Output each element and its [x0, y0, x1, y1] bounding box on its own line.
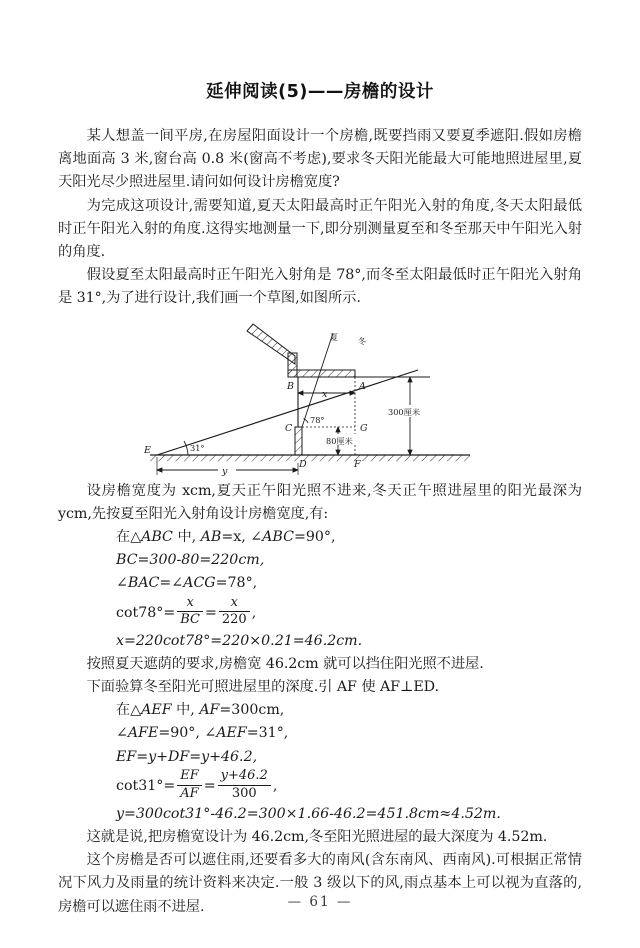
math-angle-value-78: =78°, — [215, 575, 258, 592]
label-point-c: C — [285, 422, 293, 434]
math-line-x-solution — [116, 630, 582, 653]
fraction-denominator: BC — [180, 612, 200, 628]
fraction-numerator: EF — [177, 769, 202, 786]
label-point-f: F — [354, 458, 361, 470]
math-bc-equation: BC=300-80=220cm, — [116, 552, 265, 569]
math-angle-bac: BAC — [127, 575, 160, 592]
math-cot31-lhs: cot31°= — [116, 777, 176, 794]
triangle-symbol-icon — [130, 529, 141, 545]
math-line-cot31: cot31°= $\frac{EF}{AF}$ = $\frac{y+46.2}{300}$ , — [116, 767, 278, 801]
paragraph-rain-discussion: 这个房檐是否可以遮住雨,还要看多大的南风(含东南风、西南风).可根据正常情况下风力及雨量的统计资料来决定.一般 3 级以下的风,雨点基本上可以视为直落的,房檐可以遮住雨不进屋. — [58, 852, 582, 915]
label-dimension-x: x — [322, 388, 328, 400]
label-dimension-y: y — [222, 465, 228, 477]
label-point-b: B — [287, 380, 294, 392]
label-angle-78: 78° — [310, 414, 325, 425]
label-summer-ray: 夏 — [330, 332, 338, 342]
math-line-cot78: cot78°= $\frac{x}{BC}$ = $\frac{x}{220}$ , — [116, 594, 257, 628]
math-af: AF — [199, 702, 220, 719]
math-comma: , — [272, 777, 278, 794]
label-point-e: E — [144, 444, 151, 456]
math-x-result: x=220cot78°=220×0.21=46.2cm. — [116, 632, 363, 649]
paragraph-problem-statement: 某人想盖一间平房,在房屋阳面设计一个房檐,既要挡雨又要夏季遮阳.假如房檐离地面高 3 米,窗台高 0.8 米(窗高不考虑),要求冬天阳光能最大可能地照进屋里,夏天阳光尽少照进屋里.请问如何设计房檐宽度? — [58, 128, 582, 191]
fraction-y-over-300 — [218, 769, 271, 801]
math-line-ef — [116, 746, 582, 769]
paragraph-assumption: 假设夏至太阳最高时正午阳光入射角是 78°,而冬至太阳最低时正午阳光入射角是 31°,为了进行设计,我们画一个草图,如图所示. — [58, 267, 582, 307]
label-height-300: 300厘米 — [388, 406, 421, 417]
label-point-a: A — [359, 380, 366, 392]
summer-sun-ray — [302, 333, 333, 427]
math-block-summer — [58, 526, 582, 653]
label-point-g: G — [360, 422, 368, 434]
label-angle-31: 31° — [190, 442, 205, 453]
label-height-80: 80厘米 — [326, 435, 353, 446]
math-text-in: 在 — [116, 529, 131, 546]
fraction-denominator: 300 — [231, 785, 257, 801]
math-text-mid: 中, — [177, 529, 197, 546]
math-line-triangle-aef — [116, 699, 582, 722]
label-winter-ray: 冬 — [358, 336, 366, 346]
page-title: 延伸阅读(5)——房檐的设计 — [206, 82, 434, 102]
math-angle-aef: AEF — [216, 725, 247, 742]
fraction-x-over-220 — [219, 596, 250, 628]
fraction-denominator: AF — [180, 785, 199, 801]
math-angle-afe: AFE — [127, 725, 159, 742]
math-angle-aef-value: =31°, — [246, 725, 289, 742]
fraction-numerator: y+46.2 — [218, 769, 271, 786]
angle-arc-31 — [184, 441, 188, 455]
math-cot78-lhs: cot78°= — [116, 604, 176, 621]
fraction-numerator: x — [177, 596, 203, 613]
page-number: — 61 — — [287, 894, 353, 910]
paragraph-winter-check: 下面验算冬至阳光可照进屋里的深度.引 AF 使 AF⊥ED. — [86, 678, 439, 695]
ground-line — [150, 455, 470, 462]
diagram-svg — [50, 315, 590, 480]
math-line-angles-aef: ∠AFE=90°, ∠AEF=31°, — [116, 725, 289, 742]
wall-lower — [295, 427, 302, 455]
math-triangle-aef: AEF — [141, 702, 172, 719]
math-block-winter — [58, 699, 582, 826]
math-angle-abc: ABC — [262, 529, 294, 546]
paragraph-design-requirement: 为完成这项设计,需要知道,夏天太阳最高时正午阳光入射的角度,冬天太阳最低时正午阳光入射的角度.这得实地测量一下,即分别测量夏至和冬至那天中午阳光入射的角度. — [58, 197, 582, 261]
math-y-result: y=300cot31°-46.2=300×1.66-46.2=451.8cm≈4.52m. — [116, 805, 501, 822]
math-text-mid: 中, — [176, 702, 195, 719]
math-line-triangle-abc: 在 △ ABC 中, AB=x, ∠ABC=90°, — [116, 526, 582, 549]
paragraph-variable-setup: 设房檐宽度为 xcm,夏天正午阳光照不进来,冬天正午照进屋里的阳光最深为 ycm,先按夏至阳光入射角设计房檐宽度,有: — [58, 482, 582, 522]
fraction-ef-over-af — [177, 769, 202, 801]
paragraph-summer-conclusion: 按照夏天遮荫的要求,房檐宽 46.2cm 就可以挡住阳光照不进屋. — [86, 655, 484, 672]
math-angle-acg: ACG — [183, 575, 216, 592]
fraction-numerator: x — [219, 596, 250, 613]
math-ab: AB — [200, 529, 222, 546]
math-angle-abc-value: =90°, — [293, 529, 336, 546]
eave-slab — [288, 370, 355, 377]
math-line-y-solution — [116, 803, 582, 826]
paragraph-final-conclusion: 这就是说,把房檐宽设计为 46.2cm,冬至阳光照进屋的最大深度为 4.52m. — [86, 828, 548, 845]
math-text-in: 在 — [116, 702, 131, 719]
math-ab-value: =x, — [221, 529, 246, 546]
math-ef-equation: EF=y+DF=y+46.2, — [116, 748, 258, 765]
fraction-x-over-bc — [177, 596, 203, 628]
math-comma: , — [251, 604, 257, 621]
math-line-angle-bac: ∠BAC=∠ACG=78°, — [116, 575, 258, 592]
math-angle-afe-value: =90°, — [158, 725, 200, 742]
math-triangle-abc: ABC — [141, 529, 173, 546]
fraction-denominator: 220 — [221, 612, 247, 628]
math-af-value: =300cm, — [219, 702, 285, 719]
eave-design-diagram — [58, 315, 582, 480]
math-line-bc — [116, 549, 582, 572]
label-point-d: D — [299, 458, 307, 470]
triangle-symbol-icon — [130, 702, 141, 718]
